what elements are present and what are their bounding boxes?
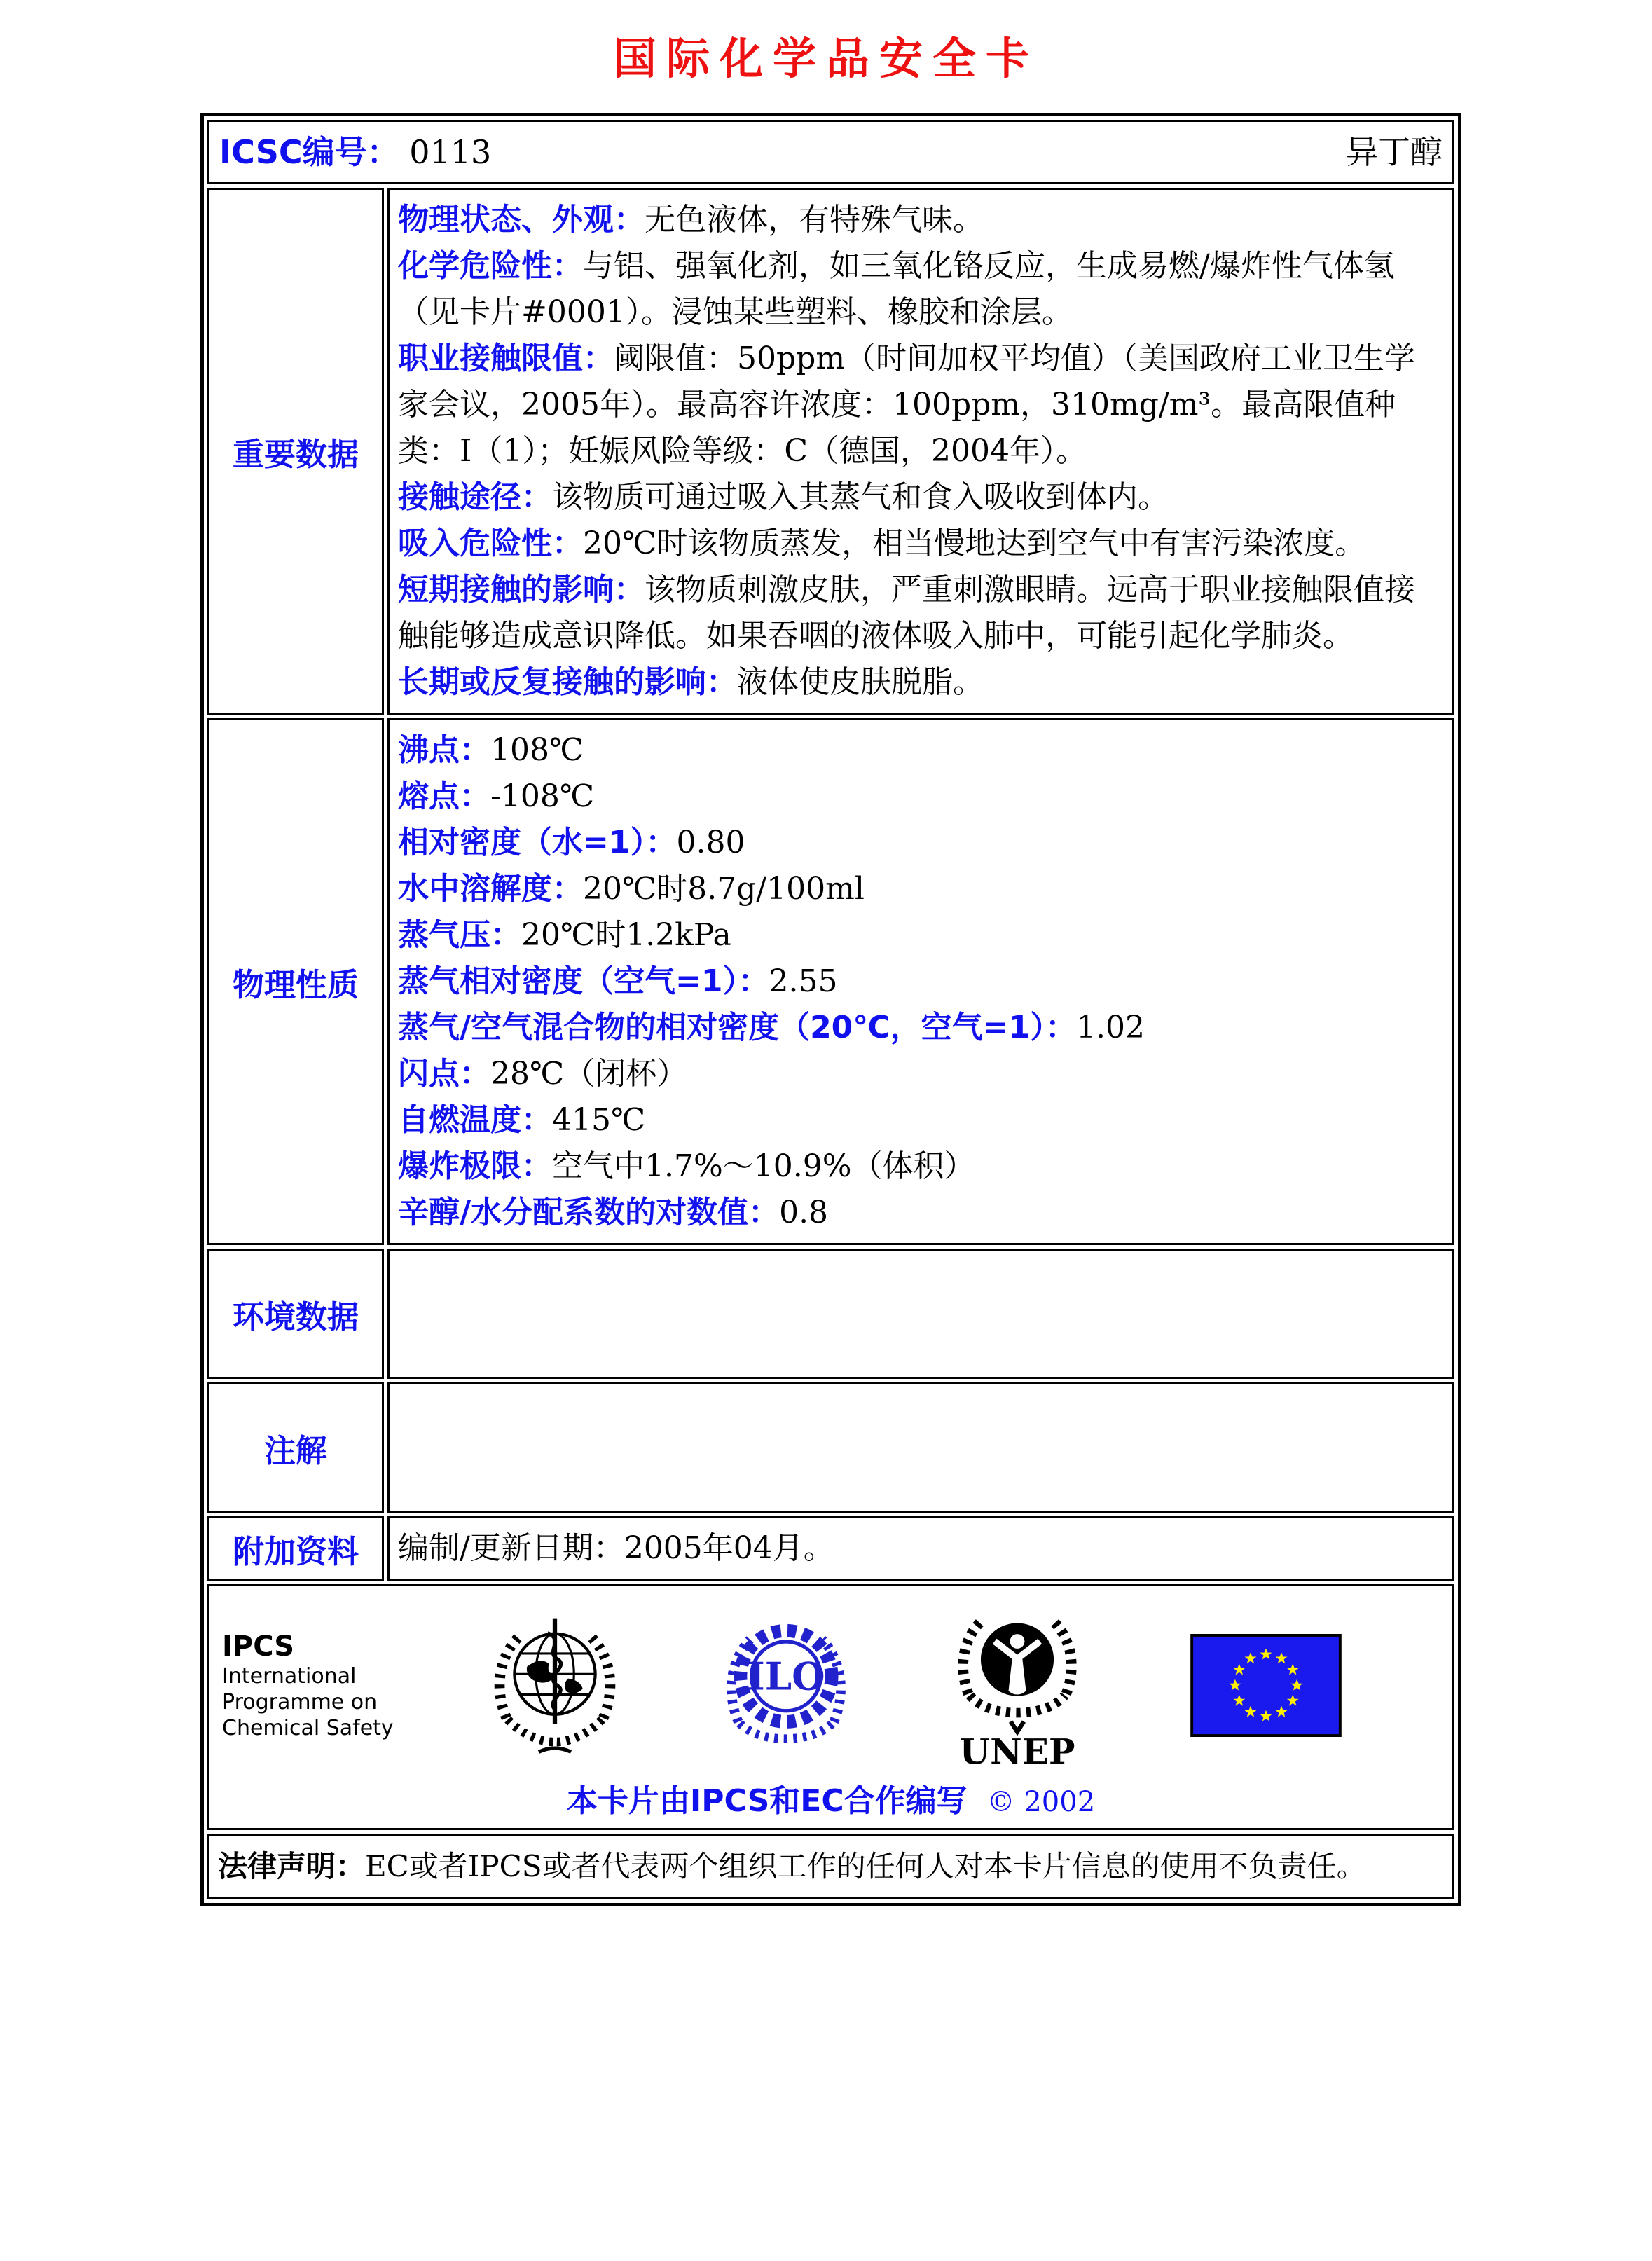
eu-flag-icon (1133, 1634, 1399, 1737)
item-value: 20℃时1.2kPa (521, 917, 731, 953)
notes-row (207, 1382, 1454, 1513)
physical-item (398, 866, 1444, 912)
logos-cell (207, 1584, 1454, 1830)
credit-line (216, 1782, 1445, 1821)
important-item (398, 197, 1444, 243)
additional-info-content (387, 1516, 1454, 1581)
header-row (207, 120, 1454, 184)
credit-text: 本卡片由IPCS和EC合作编写 (566, 1783, 968, 1819)
header-cell (207, 120, 1454, 184)
page-title: 国际化学品安全卡 (612, 33, 1039, 84)
section-label-additional: 附加资料 (207, 1516, 384, 1581)
important-item (398, 567, 1444, 659)
icsc-number-group (219, 132, 491, 172)
item-value: 28℃（闭杯） (490, 1056, 688, 1092)
physical-item (398, 1190, 1444, 1236)
item-value: 0.80 (676, 825, 745, 860)
item-label: 物理状态、外观： (398, 202, 645, 238)
item-label: 闪点： (398, 1056, 490, 1092)
item-label: 自燃温度： (398, 1102, 552, 1138)
item-label: 辛醇/水分配系数的对数值： (398, 1195, 780, 1230)
chemical-name: 异丁醇 (1346, 133, 1443, 171)
legal-label: 法律声明： (218, 1849, 366, 1883)
important-item (398, 659, 1444, 706)
icsc-table (200, 113, 1461, 1906)
section-label-physical: 物理性质 (207, 718, 384, 1245)
important-item (398, 474, 1444, 521)
item-value: 0.8 (779, 1195, 829, 1230)
item-label: 熔点： (398, 778, 490, 814)
ipcs-line: International (222, 1663, 357, 1689)
item-value: -108℃ (490, 778, 595, 814)
notes-content (387, 1382, 1454, 1513)
physical-item (398, 1005, 1444, 1051)
environment-row (207, 1249, 1454, 1379)
item-label: 蒸气相对密度（空气=1）： (398, 963, 769, 999)
item-value: 空气中1.7%～10.9%（体积） (552, 1148, 975, 1184)
unep-logo-icon (902, 1597, 1133, 1773)
ipcs-title: IPCS (222, 1630, 295, 1663)
ilo-logo-icon (670, 1611, 902, 1759)
ipcs-line: Programme on (222, 1689, 378, 1714)
physical-item (398, 1051, 1444, 1097)
item-value: 2.55 (769, 963, 838, 999)
item-value: 阈限值：50ppm（时间加权平均值）（美国政府工业卫生学家会议，2005年）。最高容许浓度：100ppm，310mg/m³。最高限值种类：I（1）；妊娠风险等级：C（德国，2004年）。 (398, 341, 1416, 469)
item-label: 沸点： (398, 732, 490, 768)
section-label-important: 重要数据 (207, 188, 384, 715)
copyright-text: © 2002 (986, 1786, 1096, 1818)
icsc-number-value: 0113 (409, 133, 492, 171)
item-value: 20℃时8.7g/100ml (583, 871, 865, 907)
icsc-card (200, 113, 1652, 1906)
who-logo-icon (439, 1608, 670, 1762)
ipcs-text-block (222, 1630, 439, 1741)
item-value: 20℃时该物质蒸发，相当慢地达到空气中有害污染浓度。 (583, 525, 1366, 561)
item-value: 无色液体，有特殊气味。 (645, 202, 984, 238)
important-item (398, 336, 1444, 474)
legal-statement: EC或者IPCS或者代表两个组织工作的任何人对本卡片信息的使用不负责任。 (365, 1849, 1366, 1883)
environment-content (387, 1249, 1454, 1379)
physical-item (398, 1143, 1444, 1190)
logos-row (207, 1584, 1454, 1830)
physical-item (398, 958, 1444, 1005)
item-label: 爆炸极限： (398, 1148, 552, 1184)
item-value: 该物质刺激皮肤，严重刺激眼睛。远高于职业接触限值接触能够造成意识降低。如果吞咽的液体吸入肺中，可能引起化学肺炎。 (398, 572, 1415, 654)
physical-item (398, 774, 1444, 820)
item-value: 1.02 (1076, 1010, 1145, 1045)
icsc-number-label: ICSC编号： (219, 133, 399, 171)
important-item (398, 521, 1444, 567)
unep-label: UNEP (959, 1731, 1075, 1773)
section-label-environment: 环境数据 (207, 1249, 384, 1379)
physical-item (398, 820, 1444, 866)
item-value: 108℃ (490, 732, 584, 768)
item-value: 液体使皮肤脱脂。 (737, 664, 984, 700)
physical-item (398, 912, 1444, 958)
additional-info-row (207, 1516, 1454, 1581)
item-label: 蒸气压： (398, 917, 521, 953)
physical-properties-row (207, 718, 1454, 1245)
item-label: 短期接触的影响： (398, 572, 645, 607)
legal-row (207, 1834, 1454, 1899)
physical-item (398, 727, 1444, 774)
physical-item (398, 1097, 1444, 1143)
item-label: 水中溶解度： (398, 871, 583, 907)
ipcs-line: Chemical Safety (222, 1715, 394, 1740)
item-label: 长期或反复接触的影响： (398, 664, 737, 700)
additional-info-value: 编制/更新日期：2005年04月。 (398, 1530, 834, 1566)
important-item (398, 243, 1444, 336)
item-label: 职业接触限值： (398, 341, 614, 376)
item-label: 相对密度（水=1）： (398, 825, 677, 860)
section-label-notes: 注解 (207, 1382, 384, 1513)
important-data-content (387, 188, 1454, 715)
legal-cell (207, 1834, 1454, 1899)
item-label: 蒸气/空气混合物的相对密度（20℃，空气=1）： (398, 1010, 1077, 1045)
item-value: 415℃ (552, 1102, 646, 1138)
physical-properties-content (387, 718, 1454, 1245)
item-value: 与铝、强氧化剂，如三氧化铬反应，生成易燃/爆炸性气体氢（见卡片#0001）。浸蚀某些塑料、橡胶和涂层。 (398, 248, 1395, 330)
important-data-row (207, 188, 1454, 715)
item-label: 化学危险性： (398, 248, 583, 284)
item-value: 该物质可通过吸入其蒸气和食入吸收到体内。 (552, 479, 1169, 515)
ilo-label: ILO (747, 1654, 825, 1699)
item-label: 接触途径： (398, 479, 552, 515)
item-label: 吸入危险性： (398, 525, 583, 561)
